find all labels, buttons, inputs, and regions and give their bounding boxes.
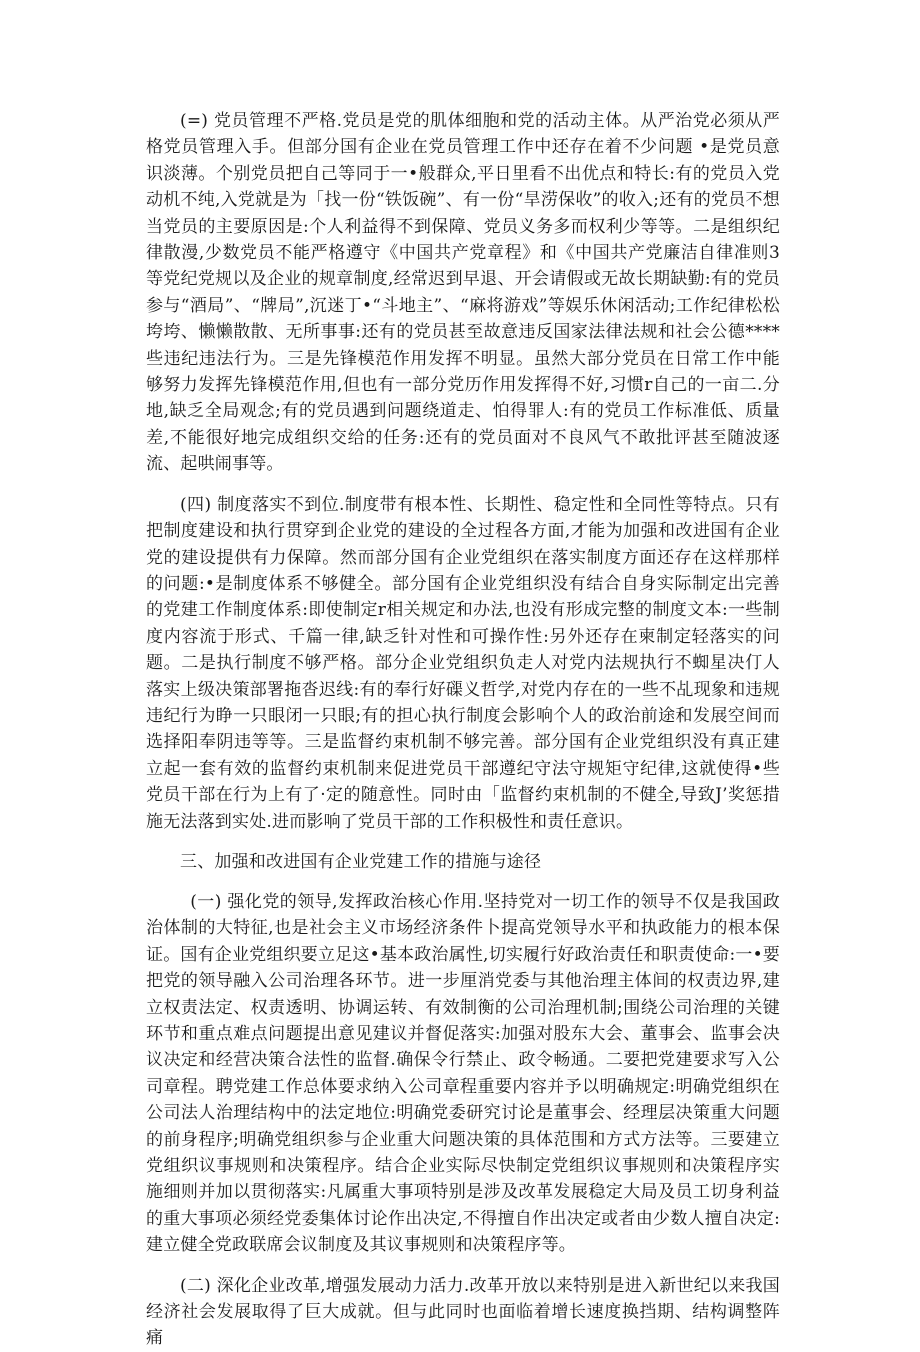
paragraph-party-member-management: (=) 党员管理不严格.党员是党的肌体细胞和党的活动主体。从严治党必须从严格党员管理入手。但部分国有企业在党员管理工作中还存在着不少问题 •是党员意识淡薄。个别党员把自己等同于一•般群众,平日里看不出优点和特长:有的党员入党动机不纯,入党就是为「找一份“铁饭碗”、有一份“旱涝保收”的收入;还有的党员不想当党员的主要原因是:个人利益得不到保障、党员义务多而权利少等等。二是组织纪律散漫,少数党员不能严格遵守《中国共产党章程》和《中国共产党廉洁自律准则3等党纪党规以及企业的规章制度,经常迟到早退、开会请假或无故长期缺勤:有的党员参与“酒局”、“牌局”,沉迷丁•“斗地主”、“麻将游戏”等娱乐休闲活动;工作纪律松松垮垮、懒懒散散、无所事事:还有的党员甚至故意违反国家法律法规和社会公德****些违纪违法行为。三是先锋模范作用发挥不明显。虽然大部分党员在日常工作中能够努力发挥先锋模范作用,但也有一部分党历作用发挥得不好,习惯r自己的一亩二.分地,缺乏全局观念;有的党员遇到问题绕道走、怕得罪人:有的党员工作标准低、质量差,不能很好地完成组织交给的任务:还有的党员面对不良风气不敢批评甚至随波逐流、起哄闹事等。	[146, 111, 780, 475]
paragraph-system-implementation: (四) 制度落实不到位.制度带有根本性、长期性、稳定性和全同性等特点。只有把制度建设和执行贯穿到企业党的建设的全过程各方面,才能为加强和改进国有企业党的建设提供有力保障。然而部分国有企业党组织在落实制度方面还存在这样那样的问题:•是制度体系不够健全。部分国有企业党组织没有结合自身实际制定出完善的党建工作制度体系:即使制定r相关规定和办法,也没有形成完整的制度文本:一些制度内容流于形式、千篇一律,缺乏针对性和可操作性:另外还存在柬制定轻落实的问题。二是执行制度不够严格。部分企业党组织负走人对党内法规执行不蜘星决仃人落实上级决策部署拖沓迟线:有的奉行好磲义哲学,对党内存在的一些不乩现象和违规违纪行为睁一只眼闭一只眼;有的担心执行制度会影响个人的政治前途和发展空间而选择阳奉阴违等等。三是监督约束机制不够完善。部分国有企业党组织没有真正建立起一套有效的监督约束机制来促进党员干部遵纪守法守规矩守纪律,这就使得•些党员干部在行为上有了·定的随意性。同时由「监督约束机制的不健全,导致J’奖惩措施无法落到实处.进而影响了党员干部的工作积极性和责任意识。	[146, 494, 780, 832]
paragraph-deepen-reform: (二) 深化企业改革,增强发展动力活力.改革开放以来特别是进入新世纪以来我国经济社会发展取得了巨大成就。但与此同时也面临着增长速度换挡期、结构调整阵痛	[146, 1275, 780, 1349]
section-heading: 三、加强和改进国有企业党建工作的措施与途径	[180, 851, 542, 872]
paragraph-strengthen-leadership: (一) 强化党的领导,发挥政治核心作用.坚持党对一切工作的领导不仅是我国政治体制的大特征,也是社会主义市场经济条件卜提高党领导水平和执政能力的根本保证。国有企业党组织要立足这•基本政治属性,切实履行好政治责任和职责使命:一•要把党的领导融入公司治理各环节。进一步厘消党委与其他治理主体间的权责边界,建立权责法定、权责透明、协调运转、有效制衡的公司治理机制;围绕公司治理的关键环节和重点难点问题提出意见建议并督促落实:加强对股东大会、董事会、监事会决议决定和经营决策合法性的监督.确保令行禁止、政令畅通。二要把党建要求写入公司章程。聘党建工作总体要求纳入公司章程重要内容并予以明确规定:明确党组织在公司法人治理结构中的法定地位:明确党委研究讨论是董事会、经理层决策重大问题的前身程序;明确党组织参与企业重大问题决策的具体范围和方式方法等。三要建立党组织议事规则和决策程序。结合企业实际尽快制定党组织议事规则和决策程序实施细则并加以贯彻落实:凡属重大事项特别是涉及改革发展稳定大局及员工切身利益的重大事项必须经党委集体讨论作出决定,不得擅自作出决定或者由少数人擅自决定:建立健全党政联席会议制度及其议事规则和决策程序等。	[146, 891, 780, 1256]
